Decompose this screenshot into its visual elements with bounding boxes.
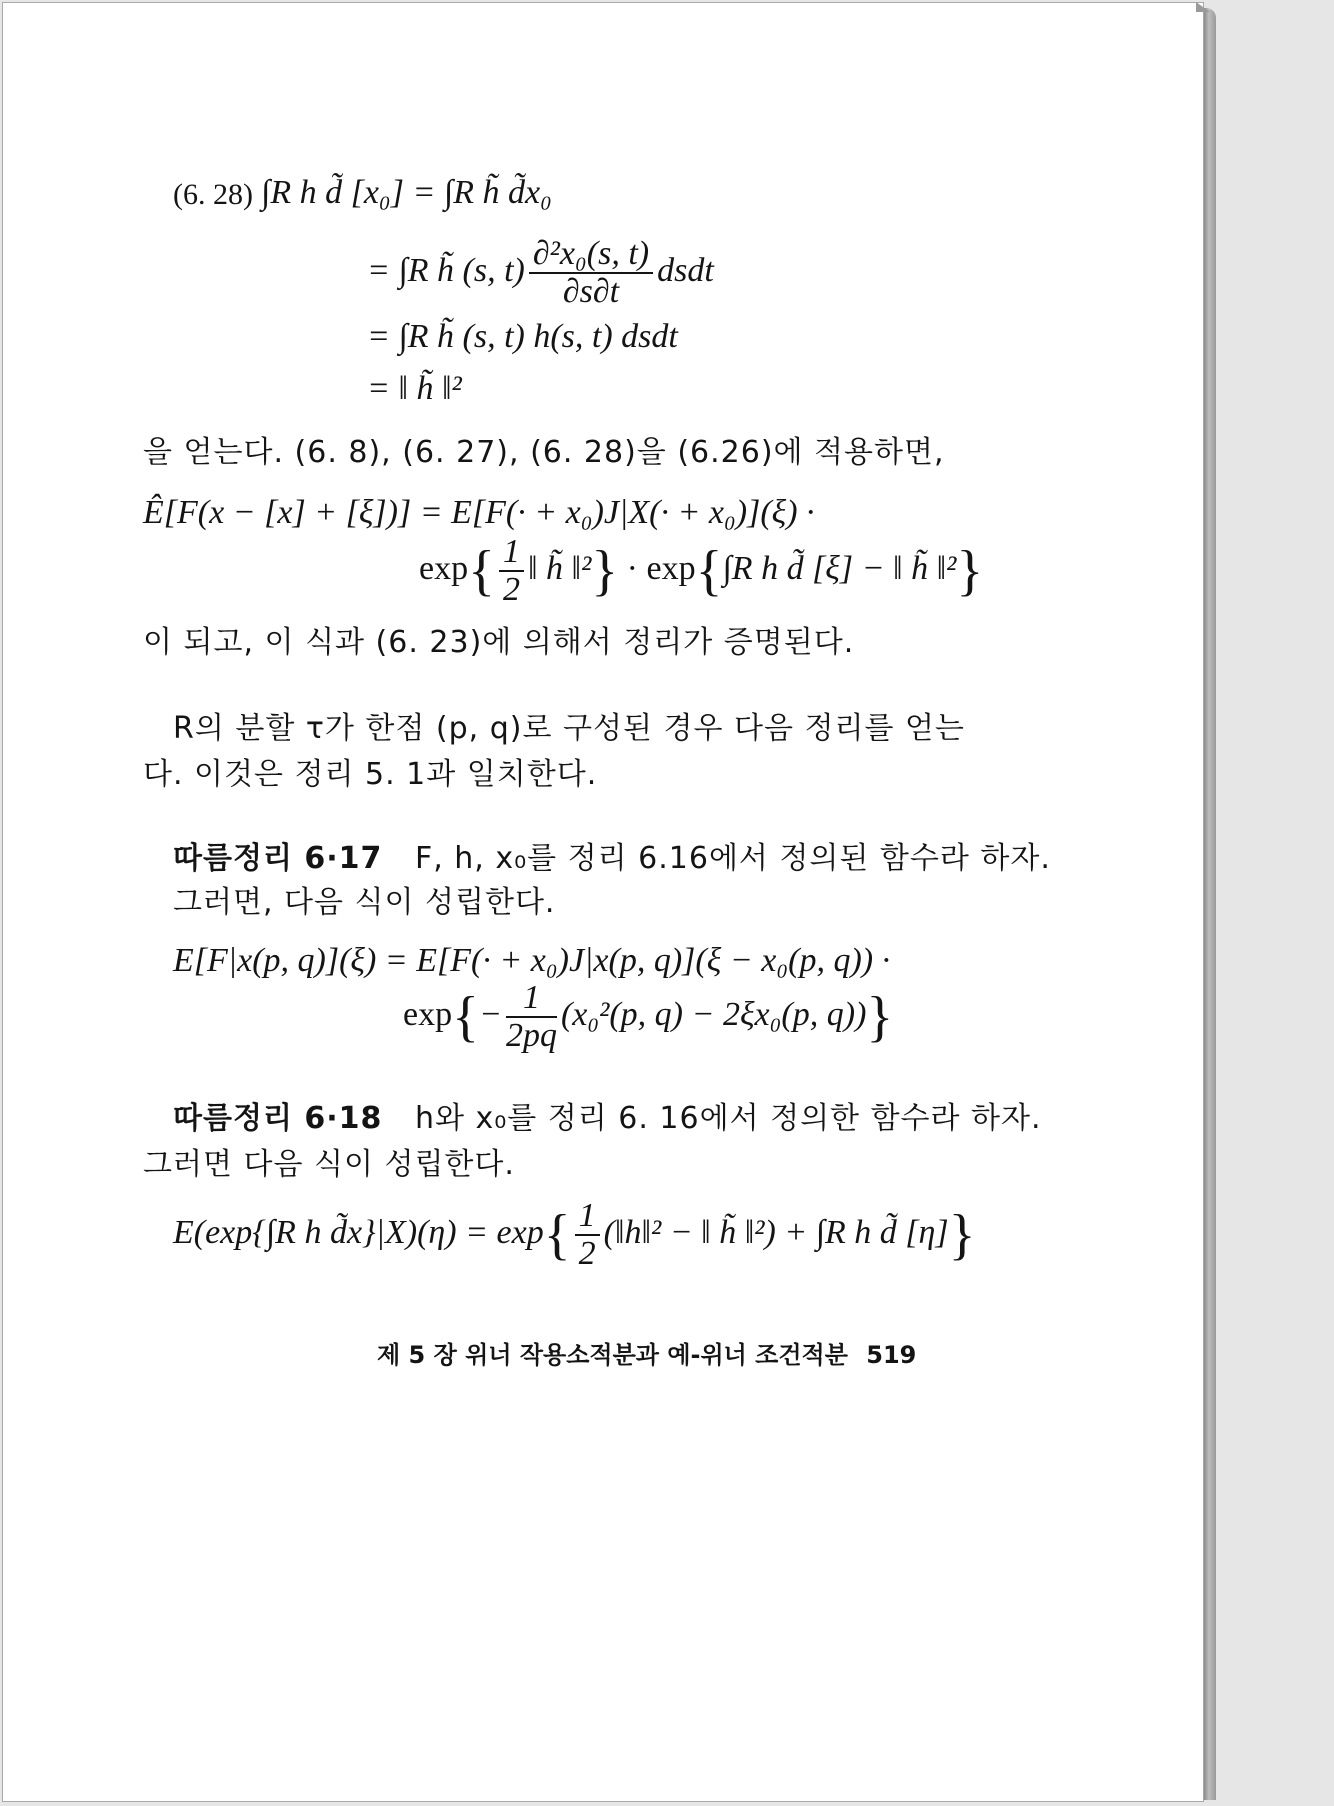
exp-label: exp <box>419 550 469 587</box>
half-fraction <box>499 534 524 608</box>
paragraph-line-1: R의 분할 τ가 한점 (p, q)로 구성된 경우 다음 정리를 얻는 <box>173 711 965 746</box>
pq-fraction <box>506 980 557 1054</box>
paragraph-line-2: 다. 이것은 정리 5. 1과 일치한다. <box>143 757 598 792</box>
fraction-numerator: 1 <box>506 980 557 1018</box>
open-brace: { <box>468 540 495 603</box>
norm-term: ‖ h̃ ‖² <box>527 550 592 587</box>
corollary-617-eq2 <box>403 979 893 1054</box>
equation-628-line3: = ∫R h̃ (s, t) h(s, t) dsdt <box>367 318 678 355</box>
fraction-denominator: 2pq <box>505 1017 557 1055</box>
book-page <box>2 2 1204 1802</box>
minus-sign: − <box>478 996 502 1033</box>
book-spine <box>1204 8 1216 1800</box>
corollary-618-line2: 그러면 다음 식이 성립한다. <box>143 1147 515 1182</box>
running-footer <box>377 1335 916 1375</box>
fraction-numerator: 1 <box>575 1198 600 1236</box>
corollary-618-label: 따름정리 6·18 <box>173 1101 383 1136</box>
fraction-numerator: 1 <box>499 534 524 572</box>
fraction-numerator: ∂²x₀(s, t) <box>529 236 653 274</box>
corollary-617-header <box>173 839 1051 879</box>
norm-difference-term: (‖h‖² − ‖ h̃ ‖²) + ∫R h d̃ [η] <box>603 1214 949 1251</box>
integral-term: ∫R h d̃ [ξ] − ‖ h̃ ‖² <box>722 550 957 587</box>
corollary-618-header <box>173 1099 1042 1139</box>
fraction-denominator: 2 <box>578 1235 596 1273</box>
corollary-618-eq <box>173 1197 976 1272</box>
body-text-1: 을 얻는다. (6. 8), (6. 27), (6. 28)을 (6.26)에 적용하면, <box>143 435 945 470</box>
corollary-617-line2: 그러면, 다음 식이 성립한다. <box>173 885 556 920</box>
equation-628-line1: ∫R h d̃ [x₀] = ∫R h̃ d̃x₀ <box>261 174 552 211</box>
chapter-title: 제 5 장 위너 작용소적분과 예-위너 조건적분 <box>377 1341 848 1369</box>
equation-628-line4: = ‖ h̃ ‖² <box>367 370 462 407</box>
open-brace-2: { <box>695 540 723 603</box>
corollary-617-label: 따름정리 6·17 <box>173 841 383 876</box>
partial-fraction <box>529 236 653 310</box>
main-equation-line1: Ê[F(x − [x] + [ξ])] = E[F(· + x₀)J|X(· + x₀)](ξ) · <box>143 494 815 531</box>
corollary-617-eq1: E[F|x(p, q)](ξ) = E[F(· + x₀)J|x(p, q)](ξ − x₀(p, q)) · <box>173 942 891 979</box>
open-brace-3: { <box>452 986 479 1049</box>
close-brace-2: } <box>956 540 984 603</box>
equation-628-line2 <box>367 235 714 310</box>
page-curl <box>1196 2 1210 12</box>
corollary-617-text: F, h, x₀를 정리 6.16에서 정의된 함수라 하자. <box>414 841 1051 876</box>
equation-628-line2-post: dsdt <box>657 252 714 289</box>
page-number: 519 <box>866 1341 917 1369</box>
fraction-denominator: ∂s∂t <box>562 273 620 311</box>
corollary-618-text: h와 x₀를 정리 6. 16에서 정의한 함수라 하자. <box>414 1101 1042 1136</box>
body-text-2: 이 되고, 이 식과 (6. 23)에 의해서 정리가 증명된다. <box>143 625 855 660</box>
close-brace: } <box>591 540 619 603</box>
conditional-expectation: E(exp{∫R h d̃x}|X)(η) = exp <box>173 1214 544 1251</box>
close-brace-4: } <box>948 1204 976 1267</box>
exp-label-3: exp <box>403 996 453 1033</box>
fraction-denominator: 2 <box>502 571 520 609</box>
x0-term: (x₀²(p, q) − 2ξx₀(p, q)) <box>560 996 867 1033</box>
half-fraction-2 <box>575 1198 600 1272</box>
main-equation-line2 <box>419 533 983 608</box>
equation-628-line2-pre: = ∫R h̃ (s, t) <box>367 252 525 289</box>
open-brace-4: { <box>543 1204 571 1267</box>
close-brace-3: } <box>866 986 894 1049</box>
equation-tag: (6. 28) <box>173 178 253 211</box>
exp-label-2: · exp <box>626 550 696 587</box>
